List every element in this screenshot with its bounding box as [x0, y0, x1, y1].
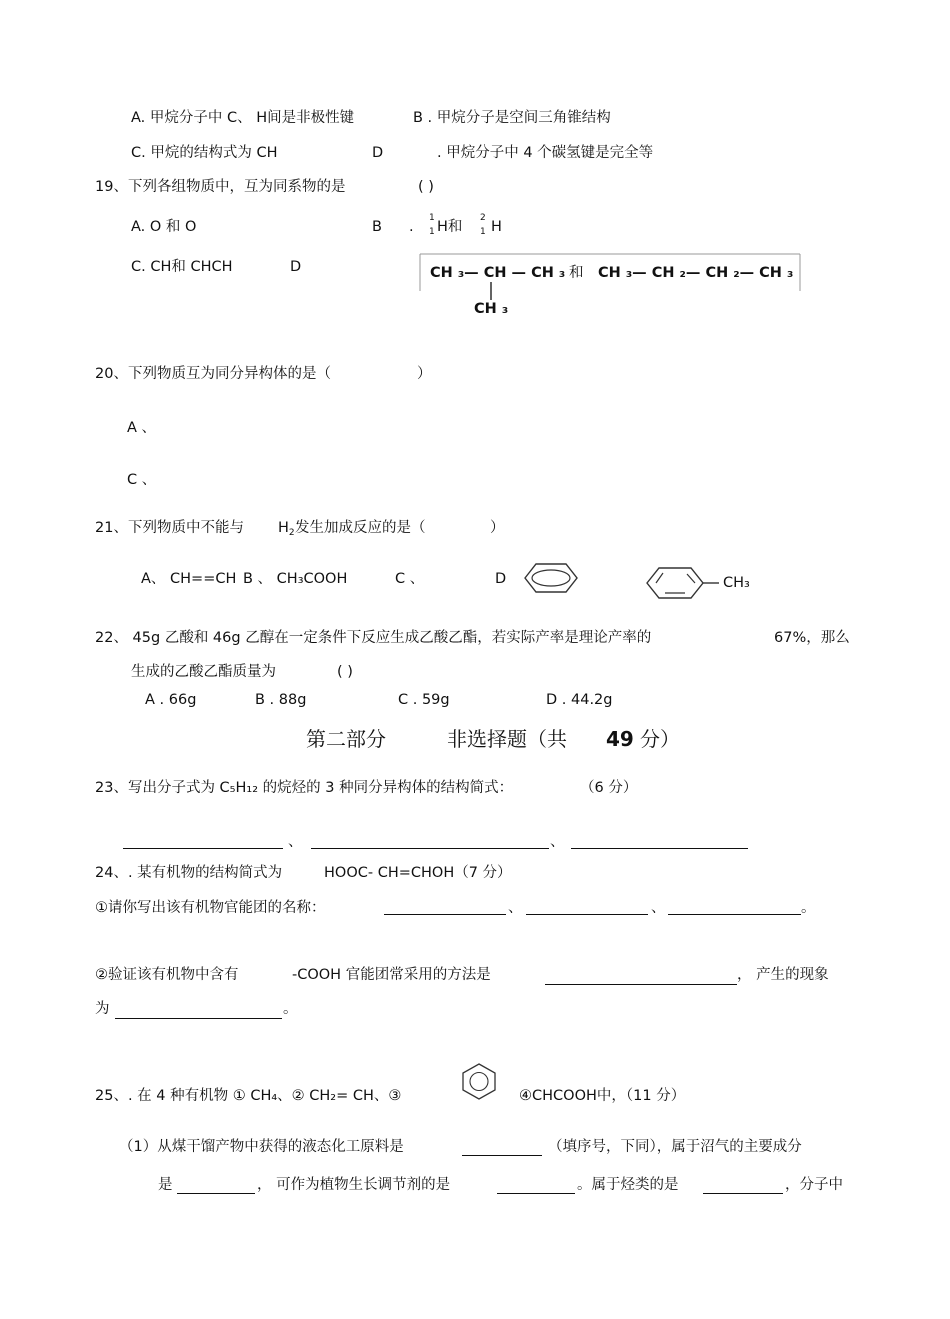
benzene-structure-icon	[523, 562, 579, 594]
q22-option-c: C . 59g	[398, 692, 450, 708]
q25-regulator-blank[interactable]	[497, 1193, 575, 1194]
q21-stem-a: 21、下列物质中不能与	[95, 520, 244, 536]
q21-stem-b: 发生加成反应的是（	[295, 520, 426, 536]
toluene-structure-icon	[645, 566, 725, 600]
q24-sub2-tail: ， 产生的现象	[737, 967, 829, 983]
q19-option-b-dot: .	[409, 219, 414, 235]
q18-option-d: . 甲烷分子中 4 个碳氢键是完全等	[437, 145, 654, 161]
q25-liquid-raw-blank[interactable]	[462, 1155, 542, 1156]
q25-hydrocarbon-blank[interactable]	[703, 1193, 783, 1194]
q18-option-b: B . 甲烷分子是空间三角锥结构	[413, 110, 611, 126]
q18-option-c: C. 甲烷的结构式为 CH	[131, 145, 278, 161]
part2-heading-b: 非选择题（共	[447, 727, 567, 751]
q19-h1-number: 1	[429, 227, 435, 237]
q19-h1-mass: 1	[429, 213, 435, 223]
q19-option-c: C. CH和 CHCH	[131, 259, 233, 275]
q20-paren-close: ）	[417, 366, 432, 382]
q25-p1-note: （填序号，下同），属于沼气的主要成分	[548, 1139, 802, 1155]
q23-score: （6 分）	[580, 780, 638, 796]
q24-sub2-prompt: ②验证该有机物中含有	[95, 967, 239, 983]
q21-option-a: A、 CH==CH	[141, 571, 237, 587]
part2-heading-c: 分）	[640, 727, 680, 751]
q19-structure-branch: CH ₃	[474, 301, 509, 317]
q19-stem: 19、下列各组物质中，互为同系物的是	[95, 179, 346, 195]
q19-answer-paren: ( )	[418, 179, 434, 195]
q22-answer-paren: ( )	[337, 664, 353, 680]
q25-biogas-blank[interactable]	[177, 1193, 255, 1194]
q22-line1: 22、 45g 乙酸和 46g 乙醇在一定条件下反应生成乙酸乙酯，若实际产率是理论产率的	[95, 630, 652, 646]
part2-score: 49	[606, 727, 634, 751]
q21-option-b: B 、 CH₃COOH	[243, 571, 348, 587]
q19-option-d-letter: D	[290, 259, 302, 275]
q25-p1-hydrocarbon: 。属于烃类的是	[577, 1177, 679, 1193]
q22-option-b: B . 88g	[255, 692, 307, 708]
q19-structure-right: CH ₃— CH ₂— CH ₂— CH ₃	[598, 265, 794, 281]
q25-stem-b: ④CHCOOH中，（11 分）	[519, 1088, 686, 1104]
q23-separator-2: 、	[550, 834, 565, 850]
q22-percent: 67%，那么	[774, 630, 850, 646]
q24-separator-1: 、	[508, 900, 523, 916]
q23-answer-blank-1[interactable]	[123, 848, 283, 849]
q24-group-blank-3[interactable]	[668, 914, 801, 915]
q24-end-1: 。	[801, 900, 816, 916]
q20-option-c: C 、	[127, 472, 157, 488]
q24-sub1-prompt: ①请你写出该有机物官能团的名称：	[95, 900, 326, 916]
q25-p1-line2-start: 是	[158, 1177, 173, 1193]
q25-p1-tail: ，分子中	[785, 1177, 843, 1193]
q25-stem-a: 25、. 在 4 种有机物 ① CH₄、② CH₂= CH、③	[95, 1088, 402, 1104]
q23-separator-1: 、	[288, 834, 303, 850]
q19-h1: H和	[437, 219, 463, 235]
q18-option-a: A. 甲烷分子中 C、 H间是非极性键	[131, 110, 355, 126]
q25-p1-regulator: ， 可作为植物生长调节剂的是	[257, 1177, 451, 1193]
q19-option-b-letter: B	[372, 219, 382, 235]
q19-option-a: A. O 和 O	[131, 219, 197, 235]
part2-heading-a: 第二部分	[306, 727, 386, 751]
q24-stem: 24、. 某有机物的结构简式为	[95, 865, 283, 881]
q22-option-d: D . 44.2g	[546, 692, 613, 708]
q21-stem-h2: $H_2$	[278, 520, 295, 538]
q20-option-a: A 、	[127, 420, 157, 436]
q24-phenomenon-blank[interactable]	[115, 1018, 282, 1019]
q19-structure-and: 和	[569, 265, 584, 281]
q24-separator-2: 、	[651, 900, 666, 916]
q18-option-d-letter: D	[372, 145, 384, 161]
q21-methyl-label: CH₃	[723, 575, 750, 591]
q23-stem: 23、写出分子式为 C₅H₁₂ 的烷烃的 3 种同分异构体的结构简式：	[95, 780, 514, 796]
q20-stem: 20、下列物质互为同分异构体的是（	[95, 366, 331, 382]
q21-option-d: D	[495, 571, 507, 587]
q23-answer-blank-2[interactable]	[311, 848, 549, 849]
q25-p1-prompt: （1）从煤干馏产物中获得的液态化工原料是	[119, 1139, 404, 1155]
q19-branch-bond	[489, 282, 493, 302]
q22-option-a: A . 66g	[145, 692, 197, 708]
q19-h2-number: 1	[480, 227, 486, 237]
q24-formula: HOOC- CH=CHOH（7 分）	[324, 865, 512, 881]
q24-method-blank[interactable]	[545, 984, 737, 985]
q21-option-c: C 、	[395, 571, 425, 587]
q24-group-blank-1[interactable]	[384, 914, 506, 915]
q19-h2: H	[491, 219, 502, 235]
q25-benzene-icon	[461, 1062, 497, 1100]
q24-sub2-line2: 为	[95, 1001, 110, 1017]
q19-h2-mass: 2	[480, 213, 486, 223]
q22-line2: 生成的乙酸乙酯质量为	[131, 664, 276, 680]
q24-group-blank-2[interactable]	[526, 914, 648, 915]
q21-paren-close: ）	[490, 520, 505, 536]
q24-end-2: 。	[283, 1001, 298, 1017]
q19-structure-left: CH ₃— CH — CH ₃	[430, 265, 566, 281]
q24-cooh-method: -COOH 官能团常采用的方法是	[292, 967, 491, 983]
q23-answer-blank-3[interactable]	[571, 848, 748, 849]
